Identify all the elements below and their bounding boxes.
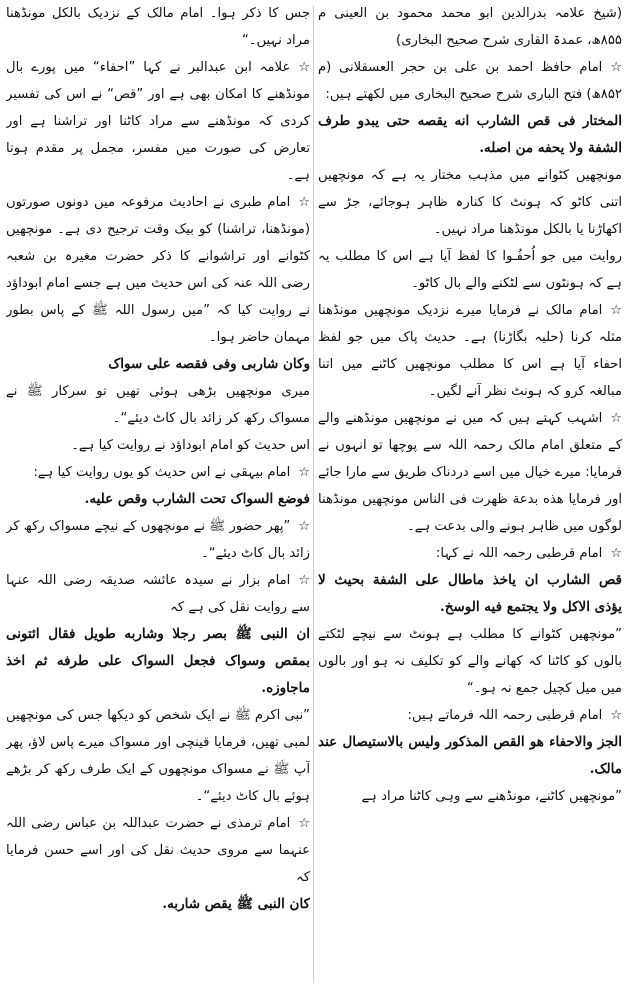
arabic-quote-paragraph bbox=[6, 351, 310, 378]
star-bullet-icon: ☆ bbox=[610, 411, 622, 426]
urdu-paragraph bbox=[318, 162, 622, 243]
paragraph-text: امام ترمذی نے حضرت عبداللہ بن عباس رضی اللہ عنہما سے مروی حدیث نقل کی اور اسے حسن فرمایا کہ bbox=[6, 816, 310, 885]
star-bullet-icon: ☆ bbox=[298, 465, 310, 480]
urdu-paragraph bbox=[6, 189, 310, 351]
arabic-quote-paragraph bbox=[318, 567, 622, 621]
left-column bbox=[6, 0, 310, 989]
star-bullet-icon: ☆ bbox=[610, 546, 622, 561]
paragraph-text: جس کا ذکر ہوا۔ امام مالک کے نزدیک بالکل مونڈھنا مراد نہیں۔“ bbox=[6, 6, 310, 48]
urdu-paragraph bbox=[6, 0, 310, 54]
urdu-paragraph bbox=[318, 243, 622, 297]
star-bullet-icon: ☆ bbox=[610, 708, 622, 723]
urdu-paragraph bbox=[6, 513, 310, 567]
paragraph-text: اشہب کہتے ہیں کہ میں نے مونچھیں مونڈھنے والے کے متعلق امام مالک رحمہ اللہ سے پوچھا تو انہوں نے فرمایا: میرے خیال میں اسے دردناک طریق سے مارا جائے اور فرمایا هذه بدعة ظهرت فی الناس مونچھیں مونڈھنا لوگوں میں ظاہر ہونے والی بدعت ہے۔ bbox=[318, 411, 622, 534]
urdu-paragraph bbox=[6, 702, 310, 810]
paragraph-text: امام طبری نے احادیث مرفوعہ میں دونوں صورتوں (مونڈھنا، تراشنا) کو بیک وقت ترجیح دی ہے۔ مونچھیں کٹوانے اور تراشوانے کا ذکر حضرت مغیرہ بن شعبہ رضی اللہ عنہ کی اس حدیث میں ہے جسے امام ابوداؤد نے روایت کیا کہ ”میں رسول اللہ ﷺ کے پاس بطور مہمان حاضر ہوا۔ bbox=[6, 195, 310, 345]
urdu-paragraph bbox=[318, 783, 622, 810]
paragraph-text: ان النبی ﷺ بصر رجلا وشاربه طویل فقال ائتونی بمقص وسواک فجعل السواک علی طرفه ثم اخذ ماجاوزه. bbox=[6, 626, 310, 696]
urdu-paragraph bbox=[318, 540, 622, 567]
urdu-paragraph bbox=[6, 810, 310, 891]
arabic-quote-paragraph bbox=[318, 108, 622, 162]
paragraph-text: کان النبی ﷺ یقص شاربه. bbox=[162, 896, 310, 912]
paragraph-text: وکان شاربی وفی فقصه علی سواک bbox=[108, 356, 310, 372]
urdu-paragraph bbox=[318, 621, 622, 702]
paragraph-text: روایت میں جو اُحفُـوا کا لفظ آیا ہے اس کا مطلب یہ ہے کہ ہونٹوں سے لٹکنے والے بال کاٹو۔ bbox=[318, 249, 622, 291]
paragraph-text: ”نبی اکرم ﷺ نے ایک شخص کو دیکھا جس کی مونچھیں لمبی تھیں، فرمایا قینچی اور مسواک میرے پاس لاؤ، پھر آپ ﷺ نے مسواک مونچھوں کے ایک طرف رکھ کر بڑھے ہوئے بال کاٹ دیئے“۔ bbox=[6, 708, 310, 804]
arabic-quote-paragraph bbox=[6, 891, 310, 918]
paragraph-text: امام بیہقی نے اس حدیث کو یوں روایت کیا ہے: bbox=[33, 465, 291, 480]
paragraph-text: قص الشارب ان یاخذ ماطال علی الشفة بحیث لا یؤذی الاکل ولا یجتمع فیه الوسخ. bbox=[318, 572, 622, 615]
star-bullet-icon: ☆ bbox=[610, 60, 622, 75]
arabic-quote-paragraph bbox=[6, 486, 310, 513]
arabic-quote-paragraph bbox=[6, 621, 310, 702]
paragraph-text: امام بزار نے سیدہ عائشہ صدیقہ رضی اللہ عنہا سے روایت نقل کی ہے کہ bbox=[6, 573, 310, 615]
paragraph-text: فوضع السواک تحت الشارب وقص علیه. bbox=[84, 491, 310, 507]
urdu-paragraph bbox=[6, 432, 310, 459]
star-bullet-icon: ☆ bbox=[298, 573, 310, 588]
paragraph-text: مونچھیں کٹوانے میں مذہب مختار یہ ہے کہ مونچھیں اتنی کاٹو کہ ہونٹ کا کنارہ ظاہر ہوجائے، جڑ سے اکھاڑنا یا بالکل مونڈھنا مراد نہیں۔ bbox=[318, 168, 622, 237]
urdu-paragraph bbox=[6, 378, 310, 432]
star-bullet-icon: ☆ bbox=[298, 195, 310, 210]
urdu-paragraph bbox=[6, 567, 310, 621]
paragraph-text: امام قرطبی رحمہ اللہ فرماتے ہیں: bbox=[407, 708, 603, 723]
paragraph-text: اس حدیث کو امام ابوداؤد نے روایت کیا ہے۔ bbox=[71, 438, 310, 453]
urdu-paragraph bbox=[318, 54, 622, 108]
urdu-paragraph bbox=[6, 459, 310, 486]
star-bullet-icon: ☆ bbox=[298, 60, 310, 75]
urdu-paragraph bbox=[318, 297, 622, 405]
paragraph-text: امام مالک نے فرمایا میرے نزدیک مونچھیں مونڈھنا مثلہ کرنا (حلیہ بگاڑنا) ہے۔ حدیث پاک میں جو لفظ احفاء آیا ہے اس کا مطلب مونچھیں کاٹنے میں اتنا مبالغہ کرو کہ ہونٹ نظر آنے لگیں۔ bbox=[318, 303, 622, 399]
paragraph-text: امام حافظ احمد بن علی بن حجر العسقلانی (م ۸۵۲ھ) فتح الباری شرح صحیح البخاری میں لکھتے ہیں: bbox=[318, 60, 622, 102]
urdu-paragraph bbox=[318, 405, 622, 540]
paragraph-text: الجز والاحفاء هو القص المذکور ولیس بالاستیصال عند مالک. bbox=[318, 734, 622, 777]
right-column bbox=[318, 0, 622, 989]
urdu-paragraph bbox=[318, 702, 622, 729]
paragraph-text: ”پھر حضور ﷺ نے مونچھوں کے نیچے مسواک رکھ کر زائد بال کاٹ دیئے“۔ bbox=[6, 519, 310, 561]
paragraph-text: ”مونچھیں کاٹنے، مونڈھنے سے وہی کاٹنا مراد ہے bbox=[361, 789, 622, 804]
column-divider bbox=[313, 6, 314, 983]
star-bullet-icon: ☆ bbox=[298, 816, 310, 831]
paragraph-text: میری مونچھیں بڑھی ہوئی تھیں تو سرکار ﷺ نے مسواک رکھ کر زائد بال کاٹ دیئے“۔ bbox=[6, 384, 310, 426]
paragraph-text: المختار فی قص الشارب انه یقصه حتی یبدو طرف الشفة ولا یحفه من اصله. bbox=[318, 113, 622, 156]
star-bullet-icon: ☆ bbox=[298, 519, 310, 534]
star-bullet-icon: ☆ bbox=[610, 303, 622, 318]
arabic-quote-paragraph bbox=[318, 729, 622, 783]
urdu-paragraph bbox=[318, 0, 622, 54]
paragraph-text: (شیخ علامہ بدرالدین ابو محمد محمود بن العینی م ۸۵۵ھ، عمدۃ القاری شرح صحیح البخاری) bbox=[318, 6, 622, 48]
urdu-paragraph bbox=[6, 54, 310, 189]
paragraph-text: علامہ ابن عبدالبر نے کہا ”احفاء“ میں پورے بال مونڈھنے کا امکان بھی ہے اور ”قص“ نے اس کی تفسیر کردی کہ مونڈھنے سے مراد کاٹنا اور تراشنا ہے اور تعارض کی صورت میں مفسر، مجمل پر مقدم ہوتا ہے۔ bbox=[6, 60, 310, 183]
paragraph-text: ”مونچھیں کٹوانے کا مطلب ہے ہونٹ سے نیچے لٹکتے بالوں کو کاٹنا کہ کھانے والے کو تکلیف نہ ہو اور بالوں میں میل کچیل جمع نہ ہو۔“ bbox=[318, 627, 622, 696]
paragraph-text: امام قرطبی رحمہ اللہ نے کہا: bbox=[435, 546, 603, 561]
